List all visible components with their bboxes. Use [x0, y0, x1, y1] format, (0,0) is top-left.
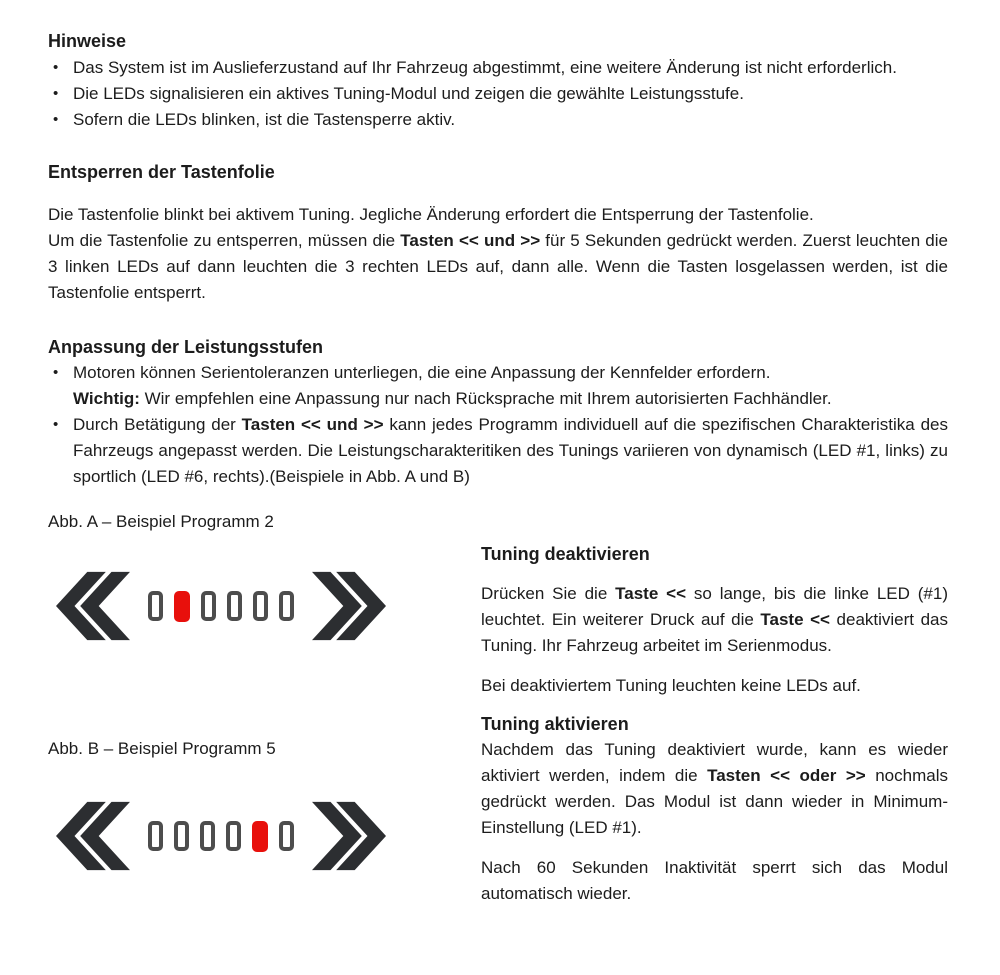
- list-item: [48, 360, 948, 412]
- led-indicator: [200, 821, 215, 851]
- text-run: Drücken Sie die: [481, 584, 616, 603]
- bullet-marker: •: [53, 59, 59, 76]
- led-indicator: [201, 591, 216, 621]
- figure-a-led-display: [56, 569, 481, 643]
- chevron-left-double-icon: [56, 570, 130, 642]
- paragraph: [481, 581, 948, 659]
- tuning-text-column: [481, 507, 948, 907]
- figure-a-label: Abb. A – Beispiel Programm 2: [48, 512, 274, 531]
- chevron-right-double-icon: [312, 800, 386, 872]
- paragraph: [481, 855, 948, 907]
- figure-b-label: Abb. B – Beispiel Programm 5: [48, 739, 276, 758]
- text-run: für 5 Sekunden gedrückt werden. Zuerst leuchten die 3 linken LEDs auf dann leuchten die 3 rechten LEDs auf, dann alle. Wenn die Tasten losgelassen werden, ist die Tastenfolie entsperrt.: [48, 231, 948, 302]
- bold-text-run: Tasten << und >>: [400, 231, 541, 250]
- chevron-left-double-icon: [56, 800, 130, 872]
- text-run: Durch Betätigung der: [73, 415, 242, 434]
- section-heading-tuning-aktivieren: Tuning aktivieren: [481, 714, 629, 734]
- section-heading-anpassung: Anpassung der Leistungsstufen: [48, 337, 324, 357]
- text-run: Nachdem das Tuning deaktiviert wurde, kann es wieder aktiviert werden, indem die: [481, 740, 948, 785]
- paragraph: [481, 737, 948, 841]
- bullet-marker: •: [53, 85, 59, 102]
- section-heading-tuning-deaktivieren: Tuning deaktivieren: [481, 544, 650, 564]
- bold-text-run: Tasten << und >>: [241, 415, 384, 434]
- hinweise-bullet-list: [48, 55, 948, 133]
- led-indicator: [279, 591, 294, 621]
- bullet-text: Das System ist im Auslieferzustand auf Ihr Fahrzeug abgestimmt, eine weitere Änderung ist nicht erforderlich.: [73, 58, 897, 77]
- section-heading-hinweise: Hinweise: [48, 31, 127, 51]
- led-strip: [148, 821, 294, 852]
- paragraph: [48, 228, 948, 306]
- list-item: [48, 81, 948, 107]
- bold-text-run: Taste <<: [760, 610, 830, 629]
- led-strip: [148, 591, 294, 622]
- led-indicator: [174, 821, 189, 851]
- list-item: [48, 107, 948, 133]
- bullet-text: Die LEDs signalisieren ein aktives Tuning-Modul und zeigen die gewählte Leistungsstufe.: [73, 84, 744, 103]
- text-run: Die Tastenfolie blinkt bei aktivem Tuning. Jegliche Änderung erfordert die Entsperrung der Tastenfolie.: [48, 205, 814, 224]
- paragraph: [48, 202, 948, 228]
- led-indicator: [253, 591, 268, 621]
- bullet-marker: •: [53, 364, 59, 381]
- led-indicator-active: [174, 591, 190, 622]
- chevron-right-double-icon: [312, 570, 386, 642]
- figures-column: [48, 507, 481, 907]
- text-run: deaktiviert das Tuning. Ihr Fahrzeug arbeitet im Serienmodus.: [481, 610, 948, 655]
- section-heading-entsperren: Entsperren der Tastenfolie: [48, 162, 275, 182]
- led-indicator: [148, 821, 163, 851]
- list-item: [48, 412, 948, 490]
- text-run: kann jedes Programm individuell auf die spezifischen Charakteristika des Fahrzeugs angepasst werden. Die Leistungscharakteritiken des Tunings variieren von dynamisch (LED #1, links) zu sportlich (LED #6, rechts).(Beispiele in Abb. A und B): [73, 415, 948, 486]
- text-run: Nach 60 Sekunden Inaktivität sperrt sich das Modul automatisch wieder.: [481, 858, 948, 903]
- led-indicator: [226, 821, 241, 851]
- text-run: nochmals gedrückt werden. Das Modul ist dann wieder in Minimum-Einstellung (LED #1).: [481, 766, 948, 837]
- led-indicator: [227, 591, 242, 621]
- list-item: [48, 55, 948, 81]
- led-indicator: [148, 591, 163, 621]
- figure-text-columns: [48, 507, 948, 907]
- led-indicator-active: [252, 821, 268, 852]
- bullet-marker: •: [53, 416, 59, 433]
- text-run: Bei deaktiviertem Tuning leuchten keine LEDs auf.: [481, 676, 861, 695]
- text-run: Wir empfehlen eine Anpassung nur nach Rücksprache mit Ihrem autorisierten Fachhändler.: [139, 389, 832, 408]
- bold-text-run: Tasten << oder >>: [707, 766, 866, 785]
- led-indicator: [279, 821, 294, 851]
- figure-b-led-display: [56, 799, 481, 873]
- text-run: so lange, bis die linke LED (#1) leuchtet. Ein weiterer Druck auf die: [481, 584, 948, 629]
- bullet-marker: •: [53, 111, 59, 128]
- anpassung-bullet-list: [48, 360, 948, 490]
- bold-text-run: Taste <<: [615, 584, 687, 603]
- bold-text-run: Wichtig:: [73, 389, 140, 408]
- text-run: Um die Tastenfolie zu entsperren, müssen die: [48, 231, 401, 250]
- bullet-text: Sofern die LEDs blinken, ist die Tastensperre aktiv.: [73, 110, 456, 129]
- paragraph: [481, 673, 948, 699]
- bullet-text: Motoren können Serientoleranzen unterliegen, die eine Anpassung der Kennfelder erfordern.: [73, 363, 771, 382]
